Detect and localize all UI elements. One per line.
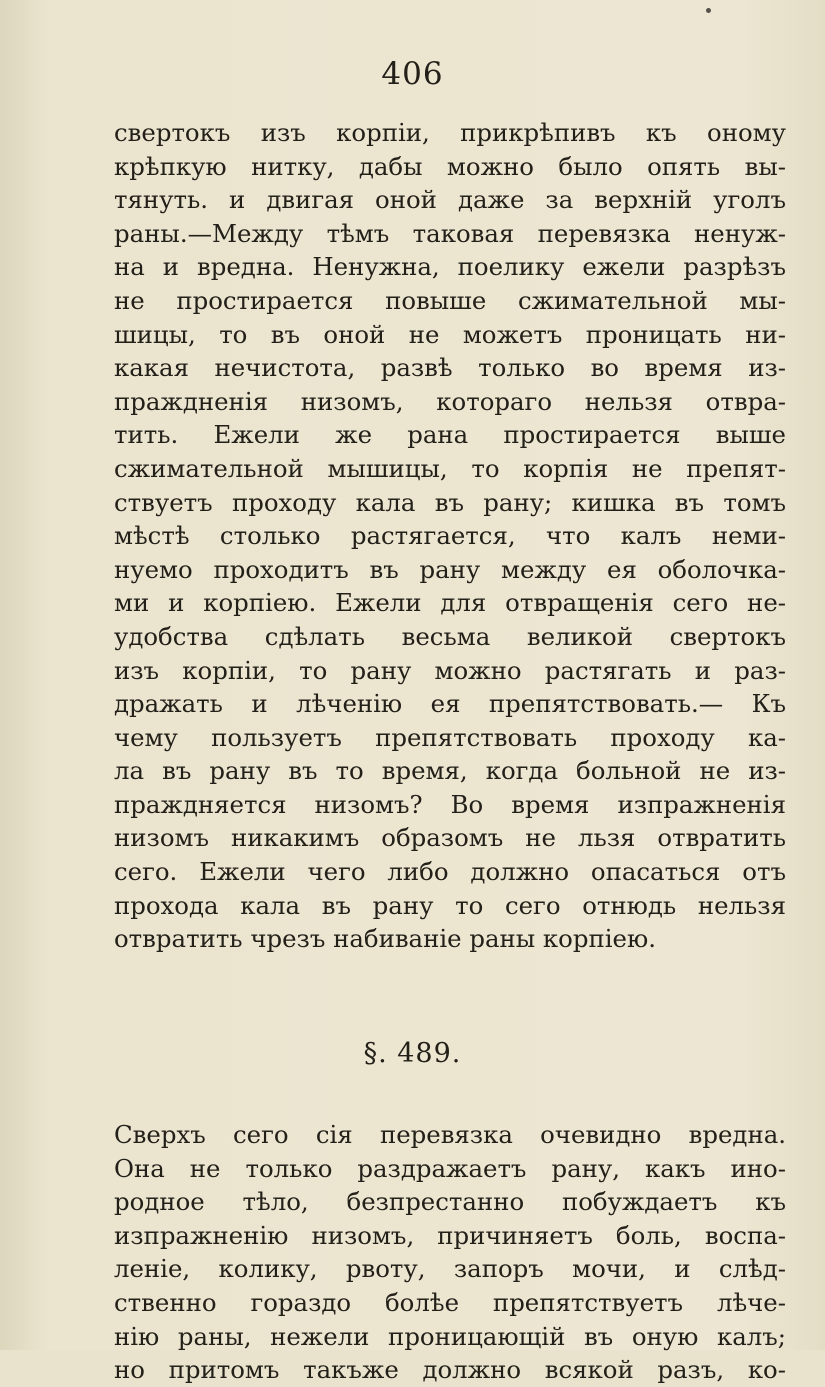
text-line: праждняется низомъ? Во время изпражненія [114,789,786,819]
page-number: 406 [381,56,444,92]
text-line: изпражненію низомъ, причиняетъ боль, воспа- [114,1220,786,1250]
text-line: праждненія низомъ, котораго нельзя отвра- [114,386,786,416]
text-line: прохода кала въ рану то сего отнюдь нельзя [114,890,786,920]
text-line: какая нечистота, развѣ только во время из- [114,353,786,383]
text-line: отвратить чрезъ набиваніе раны корпіею. [114,924,656,954]
section-heading: §. 489. [363,1038,462,1069]
text-line: ственно гораздо болѣе препятствуетъ лѣче- [114,1287,786,1317]
text-line: Она не только раздражаетъ рану, какъ ино- [114,1153,786,1183]
text-line: изъ корпіи, то рану можно растягать и раз- [114,655,786,685]
text-line: на и вредна. Ненужна, поелику ежели разрѣзъ [114,252,786,282]
text-line: нію раны, нежели проницающій въ оную калъ; [114,1321,786,1351]
text-line: нуемо проходитъ въ рану между ея оболочка- [114,554,786,584]
text-line: низомъ никакимъ образомъ не льзя отвратить [114,823,786,853]
text-line: тить. Ежели же рана простирается выше [114,420,786,450]
text-line: сего. Ежели чего либо должно опасаться отъ [114,857,786,887]
text-line: ствуетъ проходу кала въ рану; кишка въ томъ [114,487,786,517]
text-line: ми и корпіею. Ежели для отвращенія сего не- [114,588,786,618]
text-line: мѣстѣ столько растягается, что калъ неми- [114,521,786,551]
text-line: раны.—Между тѣмъ таковая перевязка ненуж- [114,218,786,248]
text-line: сжимательной мышицы, то корпія не препят- [114,453,786,483]
text-line: шицы, то въ оной не можетъ проницать ни- [114,319,786,349]
ink-spot [706,8,711,13]
text-line: не простирается повыше сжимательной мы- [114,285,786,315]
text-line: леніе, колику, рвоту, запоръ мочи, и слѣд- [114,1254,786,1284]
text-line: удобства сдѣлать весьма великой свертокъ [114,621,786,651]
text-line: тянуть. и двигая оной даже за верхній уголъ [114,185,786,215]
text-line: свертокъ изъ корпіи, прикрѣпивъ къ оному [114,118,786,147]
text-line: но притомъ такъже должно всякой разъ, ко- [114,1355,786,1385]
text-line: ла въ рану въ то время, когда больной не из- [114,756,786,786]
text-line: родное тѣло, безпрестанно побуждаетъ къ [114,1187,786,1217]
text-line: Сверхъ сего сія перевязка очевидно вредна. [114,1120,786,1149]
text-line: дражать и лѣченію ея препятствовать.— Къ [114,689,786,719]
text-block-continued [114,116,786,956]
text-line: крѣпкую нитку, дабы можно было опять вы- [114,151,786,181]
text-line: чему пользуетъ препятствовать проходу ка- [114,722,786,752]
text-block-section-489 [114,1118,786,1387]
